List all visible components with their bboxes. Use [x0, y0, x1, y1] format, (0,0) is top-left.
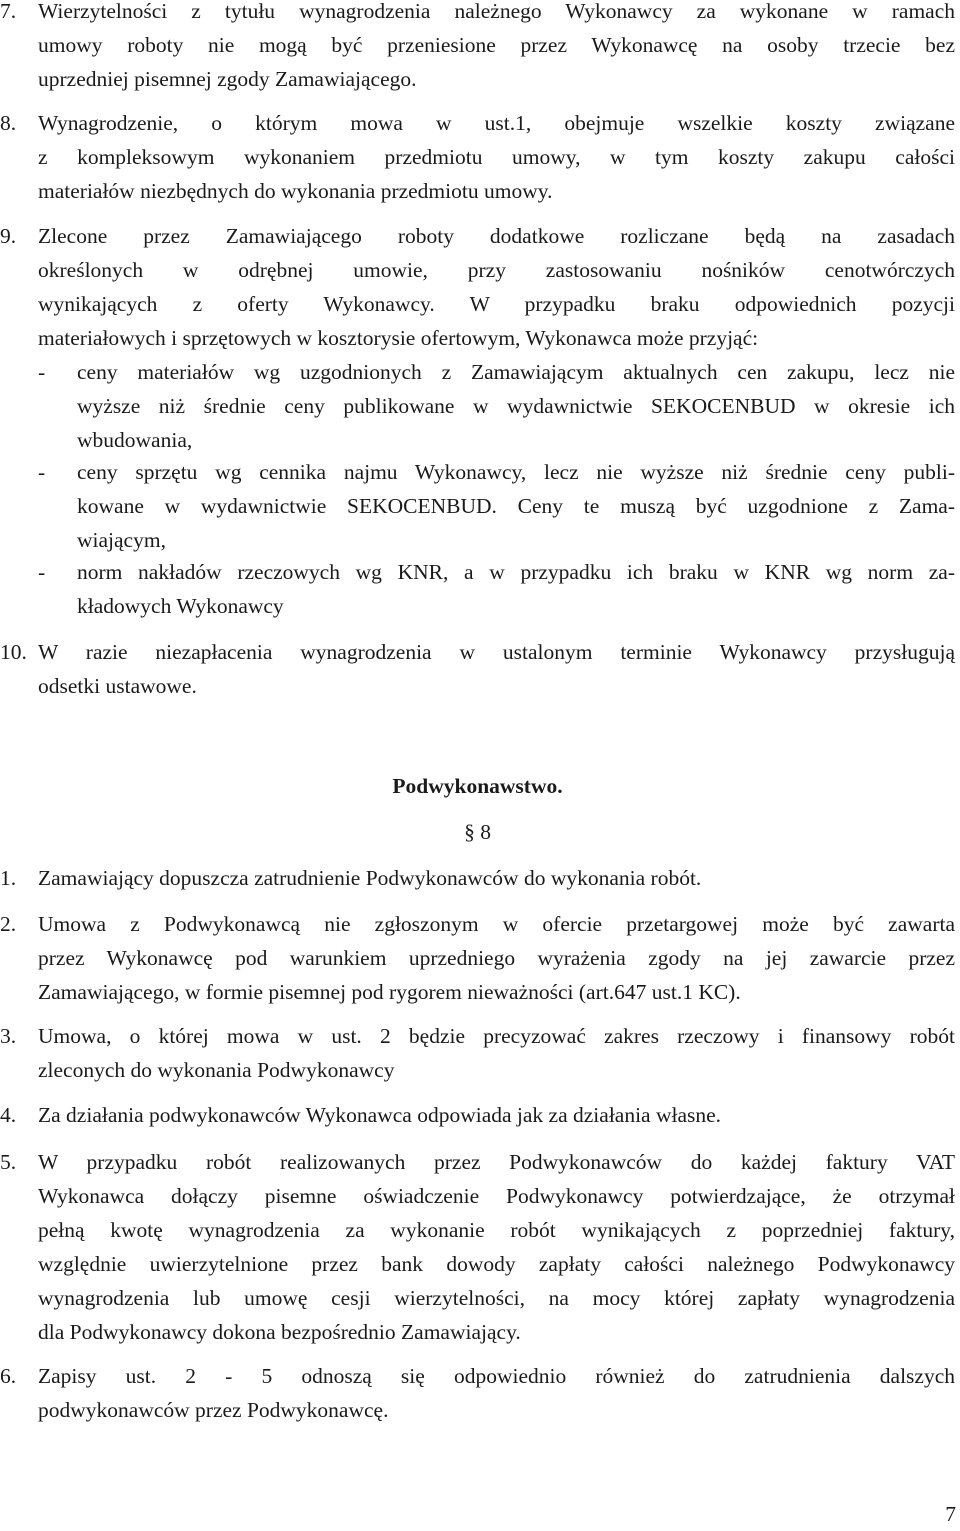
- text-line: Zlecone przez Zamawiającego roboty dodatkowe rozliczane będą na zasadach: [38, 224, 955, 248]
- section-sign: § 8: [464, 820, 491, 844]
- paragraph-b3: [0, 1019, 955, 1087]
- dash-item-1: [0, 355, 955, 457]
- paragraph-10: [0, 635, 955, 703]
- text-line: Zamawiającego, w formie pisemnej pod rygorem nieważności (art.647 ust.1 KC).: [38, 980, 741, 1004]
- text-line: kowane w wydawnictwie SEKOCENBUD. Ceny te muszą być uzgodnione z Zama-: [77, 494, 955, 518]
- text-line: przez Wykonawcę pod warunkiem uprzedniego wyrażenia zgody na jej zawarcie przez: [38, 946, 955, 970]
- paragraph-number: 10.: [0, 640, 27, 664]
- text-line: Umowa, o której mowa w ust. 2 będzie precyzować zakres rzeczowy i finansowy robót: [38, 1024, 955, 1048]
- text-line: materiałowych i sprzętowych w kosztorysie ofertowym, Wykonawca może przyjąć:: [38, 326, 759, 350]
- dash-marker: -: [38, 360, 46, 384]
- text-line: względnie uwierzytelnione przez bank dowody zapłaty całości należnego Podwykonawcy: [38, 1252, 955, 1276]
- text-line: Umowa z Podwykonawcą nie zgłoszonym w ofercie przetargowej może być zawarta: [38, 912, 955, 936]
- paragraph-number: 2.: [0, 912, 17, 936]
- paragraph-8: [0, 106, 955, 208]
- text-line: W przypadku robót realizowanych przez Podwykonawców do każdej faktury VAT: [38, 1150, 955, 1174]
- dash-marker: -: [38, 460, 46, 484]
- text-line: z kompleksowym wykonaniem przedmiotu umowy, w tym koszty zakupu całości: [38, 145, 955, 169]
- paragraph-number: 5.: [0, 1150, 17, 1174]
- section-title: Podwykonawstwo.: [392, 774, 563, 798]
- paragraph-9: [0, 219, 955, 355]
- text-line: Wynagrodzenie, o którym mowa w ust.1, obejmuje wszelkie koszty związane: [38, 111, 955, 135]
- paragraph-number: 7.: [0, 0, 17, 23]
- paragraph-number: 8.: [0, 111, 17, 135]
- text-line: podwykonawców przez Podwykonawcę.: [38, 1398, 389, 1422]
- text-line: materiałów niezbędnych do wykonania przedmiotu umowy.: [38, 179, 553, 203]
- text-line: kładowych Wykonawcy: [77, 594, 284, 618]
- text-line: Zamawiający dopuszcza zatrudnienie Podwykonawców do wykonania robót.: [38, 866, 702, 890]
- dash-marker: -: [38, 560, 46, 584]
- text-line: uprzedniej pisemnej zgody Zamawiającego.: [38, 67, 417, 91]
- paragraph-b4: [0, 1098, 955, 1132]
- paragraph-number: 1.: [0, 866, 17, 890]
- text-line: odsetki ustawowe.: [38, 674, 197, 698]
- text-line: umowy roboty nie mogą być przeniesione przez Wykonawcę na osoby trzecie bez: [38, 33, 955, 57]
- text-line: określonych w odrębnej umowie, przy zastosowaniu nośników cenotwórczych: [38, 258, 955, 282]
- paragraph-b2: [0, 907, 955, 1009]
- text-line: W razie niezapłacenia wynagrodzenia w ustalonym terminie Wykonawcy przysługują: [38, 640, 955, 664]
- text-line: Wierzytelności z tytułu wynagrodzenia należnego Wykonawcy za wykonane w ramach: [38, 0, 955, 23]
- text-line: wbudowania,: [77, 428, 193, 452]
- text-line: ceny sprzętu wg cennika najmu Wykonawcy, lecz nie wyższe niż średnie ceny publi-: [77, 460, 955, 484]
- text-line: zleconych do wykonania Podwykonawcy: [38, 1058, 395, 1082]
- text-line: wiającym,: [77, 528, 166, 552]
- text-line: wynikających z oferty Wykonawcy. W przypadku braku odpowiednich pozycji: [38, 292, 955, 316]
- dash-item-2: [0, 455, 955, 557]
- paragraph-b6: [0, 1359, 955, 1427]
- paragraph-7: [0, 0, 955, 96]
- paragraph-b5: [0, 1145, 955, 1349]
- page-number: 7: [945, 1502, 956, 1526]
- text-line: wyższe niż średnie ceny publikowane w wydawnictwie SEKOCENBUD w okresie ich: [77, 394, 955, 418]
- text-line: wynagrodzenia lub umowę cesji wierzytelności, na mocy której zapłaty wynagrodzenia: [38, 1286, 955, 1310]
- text-line: Za działania podwykonawców Wykonawca odpowiada jak za działania własne.: [38, 1103, 722, 1127]
- text-line: norm nakładów rzeczowych wg KNR, a w przypadku ich braku w KNR wg norm za-: [77, 560, 955, 584]
- text-line: pełną kwotę wynagrodzenia za wykonanie robót wynikających z poprzedniej faktury,: [38, 1218, 955, 1242]
- paragraph-number: 3.: [0, 1024, 17, 1048]
- text-line: dla Podwykonawcy dokona bezpośrednio Zamawiający.: [38, 1320, 521, 1344]
- paragraph-number: 6.: [0, 1364, 17, 1388]
- paragraph-number: 4.: [0, 1103, 17, 1127]
- paragraph-number: 9.: [0, 224, 17, 248]
- text-line: Zapisy ust. 2 - 5 odnoszą się odpowiednio również do zatrudnienia dalszych: [38, 1364, 955, 1388]
- paragraph-b1: [0, 861, 955, 895]
- dash-item-3: [0, 555, 955, 623]
- text-line: ceny materiałów wg uzgodnionych z Zamawiającym aktualnych cen zakupu, lecz nie: [77, 360, 955, 384]
- text-line: Wykonawca dołączy pisemne oświadczenie Podwykonawcy potwierdzające, że otrzymał: [38, 1184, 955, 1208]
